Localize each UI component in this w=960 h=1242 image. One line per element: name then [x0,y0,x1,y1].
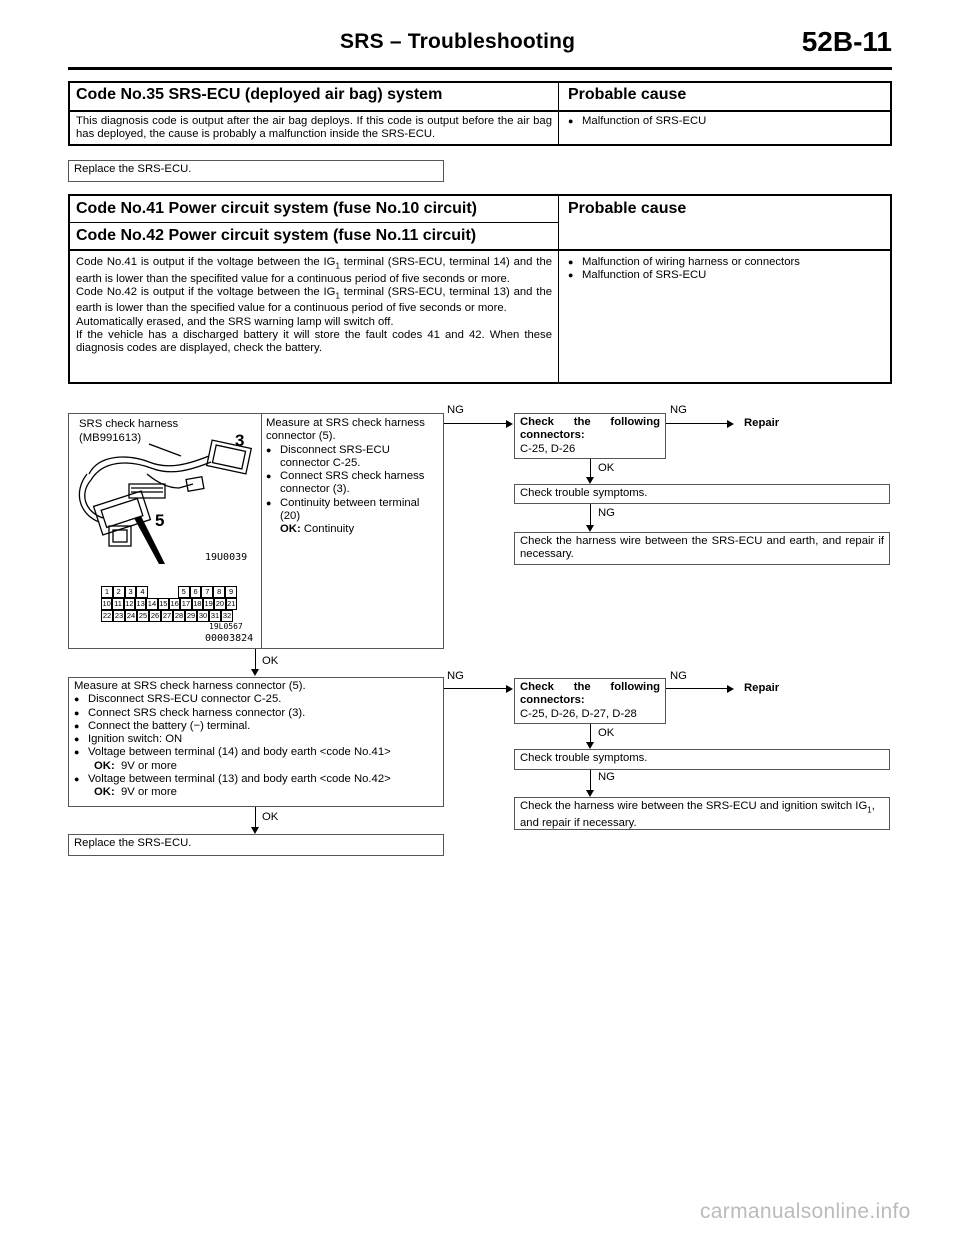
code41-table [68,194,892,384]
arrow-down [586,742,594,749]
harness-label: SRS check harness [79,418,179,430]
connector-line [666,688,727,689]
step1-title: Measure at SRS check harness connector (5). [266,417,425,443]
pin: 7 [201,586,213,598]
pin: 6 [190,586,202,598]
code35-table [68,81,892,146]
pin: 2 [113,586,125,598]
step2-bullet: ● Voltage between terminal (14) and body earth <code No.41> [74,746,438,759]
ok-value: 9V or more [121,759,177,772]
arrow-down [251,669,259,676]
step1-ok [266,523,441,536]
step1-bullet: ● Connect SRS check harness connector (3). [266,470,441,497]
code35-title: Code No.35 SRS-ECU (deployed air bag) system [76,86,443,103]
harness-figure [69,414,261,648]
code41-cause-head: Probable cause [568,200,687,217]
code35-header-divider [70,110,890,112]
page-code: 52B-11 [801,26,892,57]
harness-check-2 [514,797,890,830]
pin: 1 [101,586,113,598]
step1-bullet: ● Continuity between terminal (20) [266,497,441,524]
connector-line [666,423,727,424]
arrow-right [506,685,513,693]
step2-bullet: ● Connect the battery (−) terminal. [74,720,438,733]
ok-label: OK [598,727,615,739]
check-symptoms-2: Check trouble symptoms. [514,749,890,770]
step1-bullet: ● Disconnect SRS-ECU connector C-25. [266,444,441,471]
pin: 16 [170,599,179,608]
step2-ok-1 [74,760,438,773]
step2-ok-2 [74,786,438,799]
watermark: carmanualsonline.info [700,1200,911,1223]
harness-illustration [69,414,261,564]
arrow-down [586,790,594,797]
ok-label: OK: [94,759,115,772]
repair-label: Repair [744,417,780,429]
pin: 22 [102,611,112,620]
connector-line [444,423,506,424]
pin: 28 [174,611,184,620]
arrow-down [586,525,594,532]
check-title: Check the following connectors: [520,681,660,707]
code35-text: This diagnosis code is output after the air bag deploys. If this code is output before the air bag has deployed, the cause is probably a malfunction inside the SRS-ECU. [76,115,552,141]
cause-item: ● Malfunction of wiring harness or connectors [568,256,878,269]
harness-check-1: Check the harness wire between the SRS-ECU and earth, and repair if necessary. [514,532,890,565]
connector-line [590,504,591,525]
repair-label: Repair [744,682,780,694]
step1-box [68,413,444,649]
step2-bullet: ● Connect SRS check harness connector (3). [74,707,438,720]
page-title: SRS – Troubleshooting [340,30,576,53]
connector-line [590,724,591,742]
code41-erase-text: Automatically erased, and the SRS warning lamp will switch off. [76,315,394,328]
ok-label: OK: [280,523,301,536]
connector-line [255,649,256,669]
check-symptoms-1: Check trouble symptoms. [514,484,890,504]
cause-item: ● Malfunction of SRS-ECU [568,269,878,282]
check-connectors-2 [514,678,666,724]
connector-pinout [101,586,237,622]
pin: 26 [150,611,160,620]
callout-3: 3 [235,431,245,450]
pin: 30 [198,611,208,620]
ok-label: OK [598,462,615,474]
pin: 4 [136,586,148,598]
check-title: Check the following connectors: [520,416,660,442]
pin: 8 [213,586,225,598]
figure-code-3: 00003824 [205,633,254,644]
pin: 14 [147,599,157,608]
ng-label: NG [598,771,615,783]
code42-text-1b: terminal (SRS-ECU, terminal 13) and the earth is lower than the specified value for a continuous period of five seconds or more. [76,285,553,315]
code41-battery-text: If the vehicle has a discharged battery it will store the fault codes 41 and 42. When these diagnosis codes are displayed, check the battery. [76,328,552,355]
callout-5: 5 [155,511,165,530]
harness-check-text-b: , and repair if necessary. [520,800,875,829]
pin-row-2 [101,598,237,610]
pin: 29 [186,611,196,620]
code42-text-1: Code No.42 is output if the voltage between the IG [76,285,336,298]
pin: 5 [178,586,190,598]
ok-value: Continuity [303,523,355,536]
pin: 13 [136,599,145,608]
ng-label: NG [598,507,615,519]
arrow-right [727,685,734,693]
code41-title: Code No.41 Power circuit system (fuse No.10 circuit) [76,200,478,217]
ig-subscript: 1 [335,291,340,301]
code41-description [76,256,552,356]
pin: 15 [159,599,168,608]
step2-bullet: ● Voltage between terminal (13) and body earth <code No.42> [74,773,438,786]
connector-line [444,688,506,689]
pin: 23 [114,611,124,620]
pin: 12 [125,599,134,608]
pin: 24 [126,611,136,620]
pin: 21 [227,599,236,608]
figure-divider [261,414,262,648]
pin: 27 [162,611,172,620]
code35-col-divider [558,83,559,144]
ok-label: OK: [94,786,115,799]
pin: 31 [210,611,220,620]
step1-instructions [266,417,441,537]
pin: 18 [193,599,202,608]
code35-cause-head: Probable cause [568,86,687,103]
pin: 10 [102,599,111,608]
code41-causes [568,256,878,283]
ig-subscript: 1 [335,261,340,271]
ok-label: OK [262,655,279,667]
pin: 3 [125,586,137,598]
final-replace: Replace the SRS-ECU. [68,834,444,856]
code42-title: Code No.42 Power circuit system (fuse No.11 circuit) [76,227,477,244]
arrow-down [251,827,259,834]
connector-line [255,807,256,827]
harness-check-text: Check the harness wire between the SRS-ECU and ignition switch IG [520,800,868,812]
pin: 11 [114,599,122,608]
ok-value: 9V or more [121,786,177,799]
code41-text-1b: terminal (SRS-ECU, terminal 14) and the earth is lower than the specifited value for a continuous period of five seconds or more. [76,256,553,285]
figure-code-2: 19L0567 [209,622,243,631]
pin: 19 [204,599,213,608]
figure-code-1: 19U0039 [205,552,248,563]
code41-header-divider [70,249,890,251]
check-connectors-1 [514,413,666,459]
ng-label: NG [447,670,464,682]
ng-label: NG [670,404,687,416]
code35-cause: ● Malfunction of SRS-ECU [568,115,882,128]
ng-label: NG [447,404,464,416]
step2-bullet: ● Disconnect SRS-ECU connector C-25. [74,693,438,706]
arrow-right [727,420,734,428]
step2-box [68,677,444,807]
step2-title: Measure at SRS check harness connector (5). [74,680,306,692]
check-connectors: C-25, D-26 [520,442,576,455]
pin-row-1 [101,586,237,598]
code41-text-1: Code No.41 is output if the voltage between the IG [76,256,336,268]
pin: 17 [181,599,191,608]
ok-label: OK [262,811,279,823]
arrow-right [506,420,513,428]
step2-bullet: ● Ignition switch: ON [74,733,438,746]
connector-line [590,459,591,477]
ig-subscript: 1 [867,805,872,815]
header-rule [68,67,892,70]
arrow-down [586,477,594,484]
pin: 9 [225,586,237,598]
code41-col-divider [558,196,559,382]
harness-part-number: (MB991613) [79,432,142,444]
pin: 32 [222,611,232,620]
pin: 20 [215,599,225,608]
replace-note: Replace the SRS-ECU. [68,160,444,182]
check-connectors: C-25, D-26, D-27, D-28 [520,707,637,720]
ng-label: NG [670,670,687,682]
pin: 25 [138,611,148,620]
connector-line [590,770,591,790]
key-slot [148,586,178,598]
code41-title-divider [70,222,558,223]
